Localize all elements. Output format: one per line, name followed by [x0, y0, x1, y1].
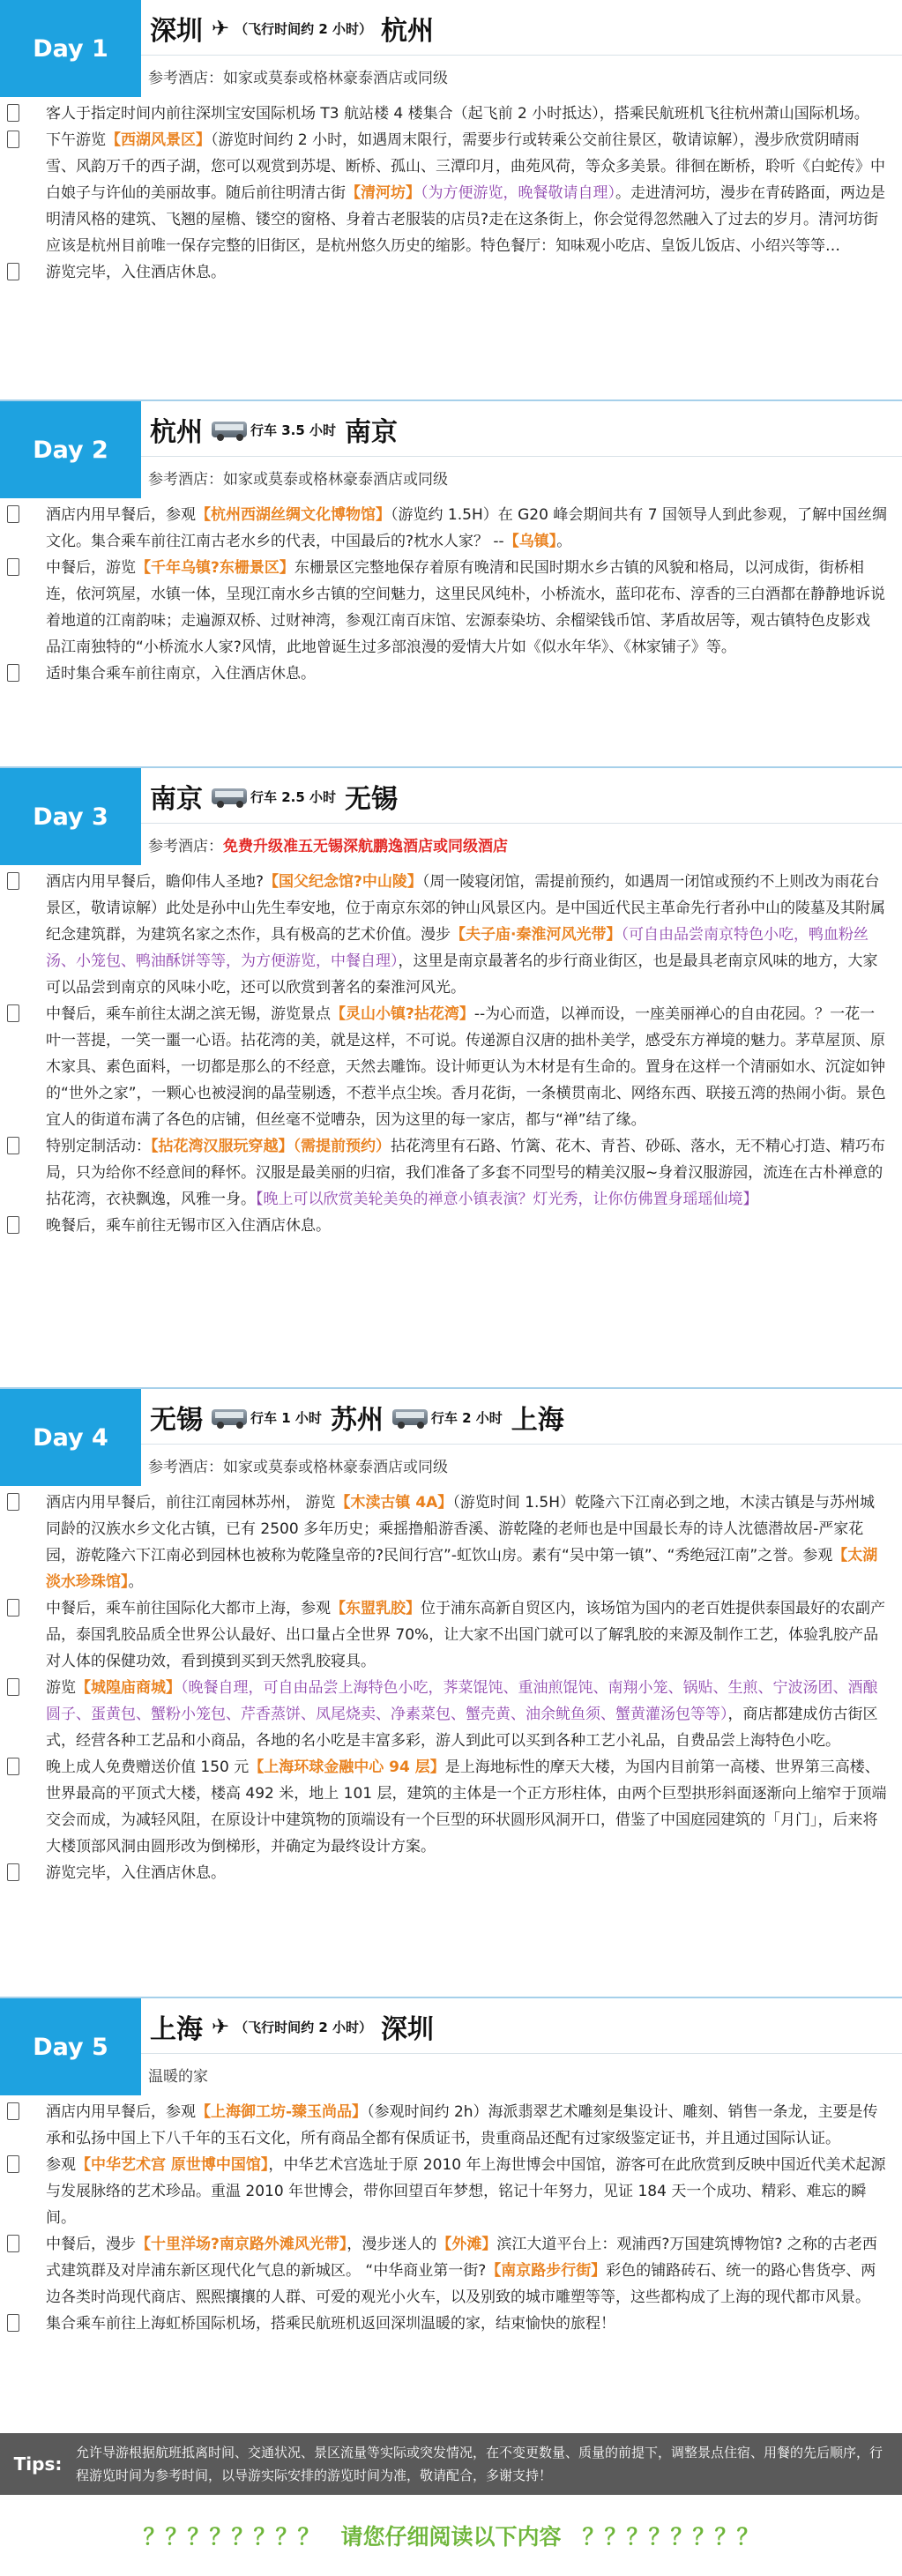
day-header [0, 401, 902, 464]
checkbox-icon [7, 1758, 19, 1775]
checkbox-icon [7, 131, 19, 148]
checkbox-icon [7, 2155, 19, 2173]
list-item: 酒店内用早餐后，参观【上海御工坊-臻玉尚品】（参观时间约 2h）海派翡翠艺术雕刻是集设计、雕刻、销售一条龙，主要是传承和弘扬中国上下八千年的玉石文化，所有商品全都有保质证书，贵重商品还配有过家级鉴定证书，并且通过国际认证。 [0, 2099, 902, 2152]
list-item: 游览完毕，入住酒店休息。 [0, 1860, 902, 1886]
route [150, 414, 403, 448]
transport-info [212, 16, 372, 41]
city-origin: 杭州 [150, 417, 203, 448]
hotel-name: 如家或莫泰或格林豪泰酒店或同级 [223, 471, 448, 489]
city-destination: 无锡 [345, 784, 399, 815]
transport-text: 行车 1 小时 [250, 1409, 322, 1426]
checkbox-icon [7, 2314, 19, 2332]
hotel-name: 如家或莫泰或格林豪泰酒店或同级 [223, 70, 448, 87]
checkbox-icon [7, 1678, 19, 1696]
city-destination: 南京 [345, 417, 399, 448]
day-header [0, 768, 902, 831]
list-item: 适时集合乘车前往南京，入住酒店休息。 [0, 661, 902, 687]
checkbox-icon [7, 1863, 19, 1881]
hotel-name: 免费升级准五无锡深航鹏逸酒店或同级酒店 [223, 838, 508, 855]
day-tab: Day 5 [0, 1998, 141, 2095]
transport-info [212, 788, 336, 806]
checkbox-icon [7, 263, 19, 280]
day-tab: Day 3 [0, 768, 141, 865]
route [150, 780, 403, 815]
footer-notice [0, 2495, 902, 2576]
plane-icon: ✈ [212, 16, 230, 41]
hotel-line [141, 55, 902, 97]
day-4-section [0, 1389, 902, 1476]
hotel-line [141, 2053, 902, 2095]
city-origin: 深圳 [150, 16, 203, 47]
route [150, 2011, 439, 2045]
checkbox-icon [7, 558, 19, 576]
transport-text: 行车 2 小时 [430, 1409, 503, 1426]
list-item: 客人于指定时间内前往深圳宝安国际机场 T3 航站楼 4 楼集合（起飞前 2 小时抵达），搭乘民航班机飞往杭州萧山国际机场。 [0, 101, 902, 127]
day-2-section [0, 401, 902, 489]
bus-icon [392, 1409, 428, 1425]
bus-icon [212, 788, 247, 804]
tips-text: 允许导游根据航班抵离时间、交通状况、景区流量等实际或突发情况，在不变更数量、质量的前提下，调整景点住宿、用餐的先后顺序，行程游览时间为参考时间，以导游实际安排的游览时间为准，敬请配合，多谢支持！ [76, 2445, 883, 2483]
transport-info [212, 421, 336, 439]
bus-icon [212, 422, 247, 437]
checkbox-icon [7, 872, 19, 890]
list-item: 游览完毕，入住酒店休息。 [0, 259, 902, 286]
list-item: 下午游览【西湖风景区】（游览时间约 2 小时，如遇周末限行，需要步行或转乘公交前往景区，敬请谅解），漫步欣赏阴晴雨雪、风韵万千的西子湖，您可以观赏到苏堤、断桥、孤山、三潭印月，曲苑风荷，等众多美景。徘徊在断桥，聆听《白蛇传》中白娘子与许仙的美丽故事。随后前往明清古街【清河坊】（为方便游览，晚餐敬请自理）。走进清河坊，漫步在青砖路面，两边是明清风格的建筑、飞翘的屋檐、镂空的窗格、身着古老服装的店员?走在这条街上，你会觉得忽然融入了过去的岁月。清河坊街应该是杭州目前唯一保存完整的旧街区，是杭州悠久历史的缩影。特色餐厅：知味观小吃店、皇饭儿饭店、小绍兴等等… [0, 127, 902, 259]
checkbox-icon [7, 104, 19, 122]
tips-banner [0, 2433, 902, 2495]
hotel-label: 参考酒店： [148, 471, 223, 489]
list-item: 酒店内用早餐后，参观【杭州西湖丝绸文化博物馆】（游览约 1.5H）在 G20 峰会期间共有 7 国领导人到此参观，了解中国丝绸文化。集合乘车前往江南古老水乡的代表，中国最后的?枕水人家？ --【乌镇】。 [0, 502, 902, 555]
day-header [0, 1389, 902, 1452]
list-item: 中餐后，漫步【十里洋场?南京路外滩风光带】，漫步迷人的【外滩】滨江大道平台上：观浦西?万国建筑博物馆? 之称的古老西式建筑群及对岸浦东新区现代化气息的新城区。 “中华商业第一街?【南京路步行街】彩色的铺路砖石、统一的路心售货亭、两边各类时尚现代商店、熙熙攘攘的人群、可爱的观光小火车，以及别致的城市雕塑等等，这些都构成了上海的现代都市风景。 [0, 2231, 902, 2311]
transport-text: （飞行时间约 2 小时） [235, 20, 372, 37]
checkbox-icon [7, 1004, 19, 1022]
route [150, 1401, 570, 1436]
list-item: 晚餐后，乘车前往无锡市区入住酒店休息。 [0, 1213, 902, 1239]
day-header [0, 1998, 902, 2061]
list-item: 晚上成人免费赠送价值 150 元【上海环球金融中心 94 层】是上海地标性的摩天大楼，为国内目前第一高楼、世界第三高楼、世界最高的平顶式大楼，楼高 492 米，地上 101 层，建筑的主体是一个正方形柱体，由两个巨型拱形斜面逐渐向上缩窄于顶端交会而成，为减轻风阻，在原设计中建筑物的顶端设有一个巨型的环状圆形风洞开口，借鉴了中国庭园建筑的「月门」，后来将大楼顶部风洞由圆形改为倒梯形，并确定为最终设计方案。 [0, 1754, 902, 1860]
transport-info [212, 1408, 322, 1427]
hotel-name: 如家或莫泰或格林豪泰酒店或同级 [223, 1459, 448, 1476]
checkbox-icon [7, 1599, 19, 1617]
checkbox-icon [7, 664, 19, 682]
list-item: 游览【城隍庙商城】（晚餐自理，可自由品尝上海特色小吃，荠菜馄饨、重油煎馄饨、南翔小笼、锅贴、生煎、宁波汤团、酒酿圆子、蛋黄包、蟹粉小笼包、芹香蒸饼、凤尾烧卖、净素菜包、蟹壳黄、油余鱿鱼须、蟹黄灌汤包等等），商店都建成仿古街区式，经营各种工艺品和小商品，各地的名小吃是丰富多彩，游人到此可以买到各种工艺小礼品，自费品尝上海特色小吃。 [0, 1675, 902, 1754]
transport-info [212, 2014, 372, 2039]
day-header [0, 0, 902, 63]
transport-text: 行车 2.5 小时 [250, 788, 337, 805]
day-2-items [0, 502, 902, 687]
day-tab: Day 4 [0, 1389, 141, 1486]
hotel-line [141, 456, 902, 498]
hotel-label: 参考酒店： [148, 70, 223, 87]
city-stop: 苏州 [330, 1405, 384, 1436]
day-3-items [0, 869, 902, 1239]
hotel-name: 温暖的家 [148, 2068, 208, 2086]
day-5-section [0, 1998, 902, 2086]
day-1-section [0, 0, 902, 87]
city-origin: 上海 [150, 2014, 203, 2045]
day-4-items [0, 1490, 902, 1886]
city-destination: 深圳 [381, 2014, 434, 2045]
checkbox-icon [7, 1493, 19, 1511]
checkbox-icon [7, 1216, 19, 1234]
tips-label: Tips: [13, 2453, 63, 2475]
hotel-label: 参考酒店： [148, 1459, 223, 1476]
hotel-line [141, 1444, 902, 1486]
hotel-line [141, 823, 902, 865]
day-tab: Day 2 [0, 401, 141, 498]
checkbox-icon [7, 2102, 19, 2120]
city-origin: 南京 [150, 784, 203, 815]
footer-right: ？？？？？？？？ [582, 2524, 759, 2550]
list-item: 中餐后，乘车前往太湖之滨无锡，游览景点【灵山小镇?拈花湾】--为心而造，以禅而设，一座美丽禅心的自由花园。？一花一叶一菩提，一笑一噩一心语。拈花湾的美，就是这样，不可说。传递源自汉唐的拙朴美学，感受东方禅境的魅力。茅草屋顶、原木家具、素色面料，一切都是那么的不经意，天然去雕饰。设计师更认为木材是有生命的。置身在这样一个清丽如水、沉淀如钟的“世外之家”，一颗心也被浸润的晶莹剔透，不惹半点尘埃。香月花街，一条横贯南北、网络东西、联接五湾的热闹小街。景色宜人的街道布满了各色的店铺，但丝毫不觉嘈杂，因为这里的每一家店，都与“禅”结了缘。 [0, 1001, 902, 1133]
list-item: 中餐后，游览【千年乌镇?东栅景区】东栅景区完整地保存着原有晚清和民国时期水乡古镇的风貌和格局，以河成街，街桥相连，依河筑屋，水镇一体，呈现江南水乡古镇的空间魅力，这里民风纯朴，小桥流水，蓝印花布、淳香的三白酒都在静静地诉说着地道的江南韵味；走遍源双桥、过财神湾，参观江南百床馆、宏源泰染坊、余榴梁钱币馆、茅盾故居等，观古镇特色皮影戏 品江南独特的“小桥流水人家?风情，此地曾诞生过多部浪漫的爱情大片如《似水年华》、《林家铺子》等。 [0, 555, 902, 661]
footer-center: 请您仔细阅读以下内容 [340, 2524, 562, 2550]
day-3-section [0, 768, 902, 855]
checkbox-icon [7, 2235, 19, 2252]
day-1-items [0, 101, 902, 286]
list-item: 特别定制活动：【拈花湾汉服玩穿越】（需提前预约）拈花湾里有石路、竹篱、花木、青苔、砂砾、落水，无不精心打造、精巧布局，只为给你不经意间的释怀。汉服是最美丽的归宿，我们准备了多套不同型号的精美汉服~身着汉服游园，流连在古朴禅意的拈花湾，衣袂飘逸，风雅一身。【晚上可以欣赏美轮美奂的禅意小镇表演？灯光秀，让你仿佛置身瑶瑶仙境】 [0, 1133, 902, 1213]
city-destination: 杭州 [381, 16, 434, 47]
transport-text: 行车 3.5 小时 [250, 422, 337, 438]
day-5-items [0, 2099, 902, 2337]
checkbox-icon [7, 1137, 19, 1154]
list-item: 参观【中华艺术宫 原世博中国馆】，中华艺术宫选址于原 2010 年上海世博会中国馆，游客可在此欣赏到反映中国近代美术起源与发展脉络的艺术珍品。重温 2010 年世博会，带你回望百年梦想，铭记十年努力，见证 184 天一个成功、精彩、难忘的瞬间。 [0, 2152, 902, 2231]
list-item: 集合乘车前往上海虹桥国际机场，搭乘民航班机返回深圳温暖的家，结束愉快的旅程！ [0, 2311, 902, 2337]
route [150, 12, 439, 47]
city-destination: 上海 [511, 1405, 564, 1436]
plane-icon: ✈ [212, 2014, 230, 2039]
day-tab: Day 1 [0, 0, 141, 97]
list-item: 酒店内用早餐后，瞻仰伟人圣地?【国父纪念馆?中山陵】（周一陵寝闭馆，需提前预约，如遇周一闭馆或预约不上则改为雨花台景区，敬请谅解）此处是孙中山先生奉安地，位于南京东郊的钟山风景区内。是中国近代民主革命先行者孙中山的陵墓及其附属纪念建筑群，为建筑名家之杰作，具有极高的艺术价值。漫步【夫子庙·秦淮河风光带】（可自由品尝南京特色小吃，鸭血粉丝汤、小笼包、鸭油酥饼等等，为方便游览，中餐自理），这里是南京最著名的步行商业街区，也是最具老南京风味的地方，大家可以品尝到南京的风味小吃，还可以欣赏到著名的秦淮河风光。 [0, 869, 902, 1001]
hotel-label: 参考酒店： [148, 838, 223, 855]
bus-icon [212, 1409, 247, 1425]
checkbox-icon [7, 505, 19, 523]
list-item: 中餐后，乘车前往国际化大都市上海，参观【东盟乳胶】位于浦东高新自贸区内，该场馆为国内的老百姓提供泰国最好的农副产品，泰国乳胶品质全世界公认最好、出口量占全世界 70%，让大家不出国门就可以了解乳胶的来源及制作工艺，体验乳胶产品对人体的保健功效，看到摸到买到天然乳胶寝具。 [0, 1595, 902, 1675]
transport-text: （飞行时间约 2 小时） [235, 2019, 372, 2035]
transport-info [392, 1408, 503, 1427]
list-item: 酒店内用早餐后，前往江南园林苏州， 游览【木渎古镇 4A】（游览时间 1.5H）乾隆六下江南必到之地，木渎古镇是与苏州城同龄的汉族水乡文化古镇，已有 2500 多年历史；乘摇撸船游香溪、游乾隆的老师也是中国最长寿的诗人沈德潜故居-严家花园，游乾隆六下江南必到园林也被称为乾隆皇帝的?民间行宫”-虹饮山房。素有“吴中第一镇”、“秀绝冠江南”之誉。参观【太湖淡水珍珠馆】。 [0, 1490, 902, 1595]
footer-left: ？？？？？？？？ [143, 2524, 320, 2550]
city-origin: 无锡 [150, 1405, 203, 1436]
